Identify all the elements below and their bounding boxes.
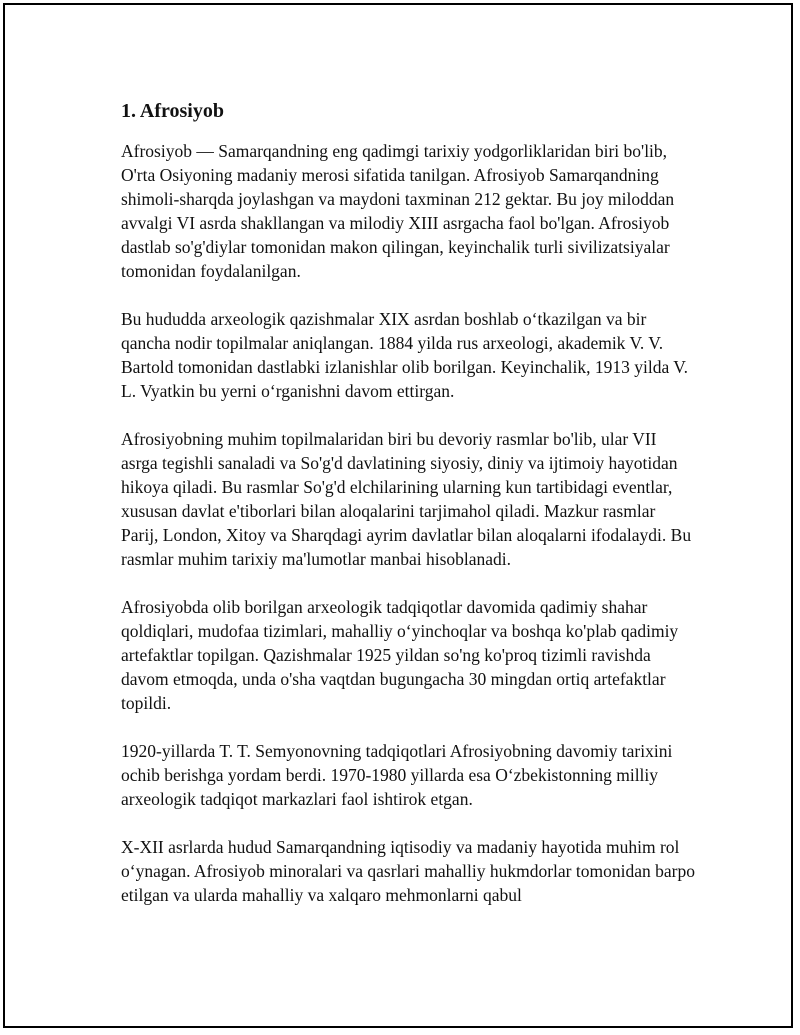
document-page (3, 3, 793, 1028)
document-content (121, 97, 696, 931)
paragraph: Afrosiyob — Samarqandning eng qadimgi tarixiy yodgorliklaridan biri bo'lib, O'rta Osiyoning madaniy merosi sifatida tanilgan. Afrosiyob Samarqandning shimoli-sharqda joylashgan va maydoni taxminan 212 gektar. Bu joy miloddan avvalgi VI asrda shakllangan va milodiy XIII asrgacha faol bo'lgan. Afrosiyob dastlab so'g'diylar tomonidan makon qilingan, keyinchalik turli sivilizatsiyalar tomonidan foydalanilgan. (121, 141, 675, 281)
paragraph: Bu hududda arxeologik qazishmalar XIX asrdan boshlab o‘tkazilgan va bir qancha nodir topilmalar aniqlangan. 1884 yilda rus arxeologi, akademik V. V. Bartold tomonidan dastlabki izlanishlar olib borilgan. Keyinchalik, 1913 yilda V. L. Vyatkin bu yerni o‘rganishni davom ettirgan. (121, 309, 689, 401)
paragraph: X-XII asrlarda hudud Samarqandning iqtisodiy va madaniy hayotida muhim rol o‘ynagan. Afrosiyob minoralari va qasrlari mahalliy hukmdorlar tomonidan barpo etilgan va ularda mahalliy va xalqaro mehmonlarni qabul (121, 837, 695, 905)
section-heading: 1. Afrosiyob (121, 100, 224, 122)
paragraph: 1920-yillarda T. T. Semyonovning tadqiqotlari Afrosiyobning davomiy tarixini ochib berishga yordam berdi. 1970-1980 yillarda esa O‘zbekistonning milliy arxeologik tadqiqot markazlari faol ishtirok etgan. (121, 741, 673, 809)
paragraph: Afrosiyobda olib borilgan arxeologik tadqiqotlar davomida qadimiy shahar qoldiqlari, mudofaa tizimlari, mahalliy o‘yinchoqlar va boshqa ko'plab qadimiy artefaktlar topilgan. Qazishmalar 1925 yildan so'ng ko'proq tizimli ravishda davom etmoqda, unda o'sha vaqtdan bugungacha 30 mingdan ortiq artefaktlar topildi. (121, 597, 679, 713)
paragraph: Afrosiyobning muhim topilmalaridan biri bu devoriy rasmlar bo'lib, ular VII asrga tegishli sanaladi va So'g'd davlatining siyosiy, diniy va ijtimoiy hayotidan hikoya qiladi. Bu rasmlar So'g'd elchilarining ularning kun tartibidagi eventlar, xususan davlat e'tiborlari bilan aloqalarini tarjimahol qiladi. Mazkur rasmlar Parij, London, Xitoy va Sharqdagi ayrim davlatlar bilan aloqalarni ifodalaydi. Bu rasmlar muhim tarixiy ma'lumotlar manbai hisoblanadi. (121, 429, 692, 569)
